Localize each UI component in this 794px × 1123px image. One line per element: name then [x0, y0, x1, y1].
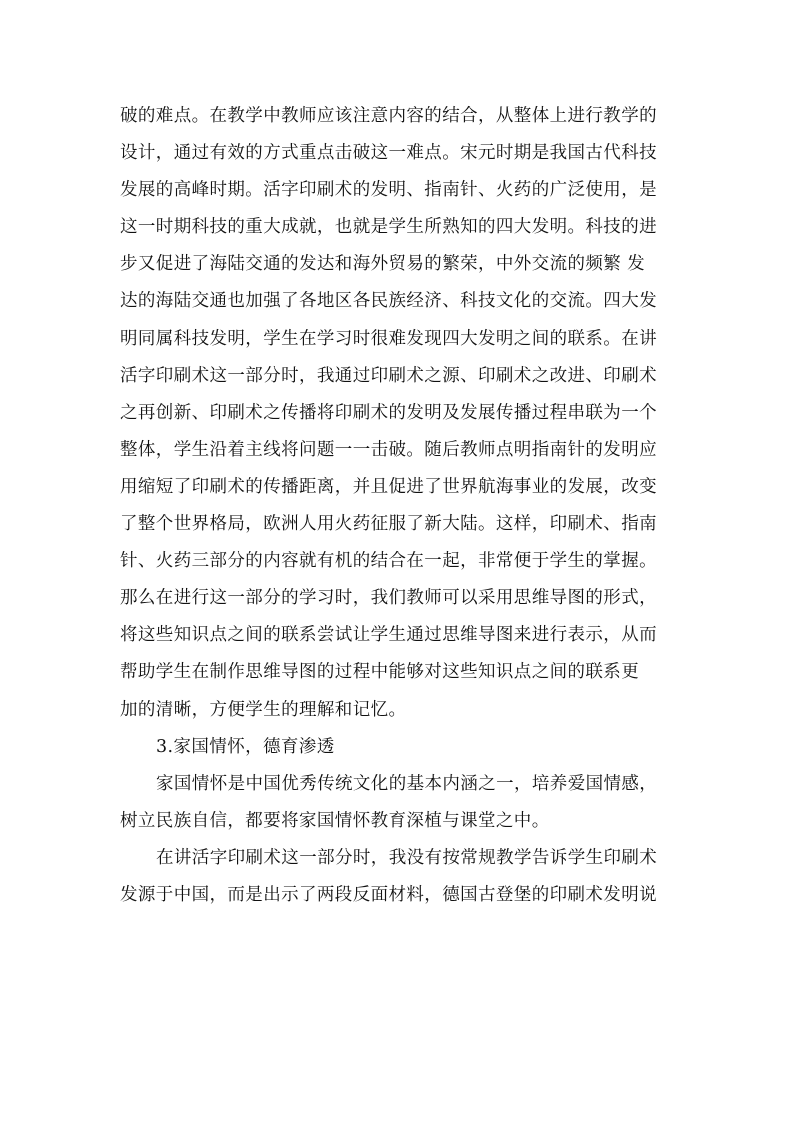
text-line: 发源于中国，而是出示了两段反面材料，德国古登堡的印刷术发明说	[120, 884, 657, 905]
text-line: 树立民族自信，都要将家国情怀教育深植与课堂之中。	[120, 810, 550, 831]
text-line: 活字印刷术这一部分时，我通过印刷术之源、印刷术之改进、印刷术	[120, 365, 657, 386]
text-line: 发展的高峰时期。活字印刷术的发明、指南针、火药的广泛使用，是	[120, 180, 657, 201]
text-line: 步又促进了海陆交通的发达和海外贸易的繁荣，中外交流的频繁 发	[120, 254, 646, 275]
text-line: 那么在进行这一部分的学习时，我们教师可以采用思维导图的形式，	[120, 588, 657, 609]
section-heading: 3.家国情怀，德育渗透	[156, 736, 335, 757]
text-line: 了整个世界格局，欧洲人用火药征服了新大陆。这样，印刷术、指南	[120, 514, 657, 535]
text-line: 在讲活字印刷术这一部分时，我没有按常规教学告诉学生印刷术	[156, 847, 658, 868]
text-line: 达的海陆交通也加强了各地区各民族经济、科技文化的交流。四大发	[120, 291, 657, 312]
text-line: 这一时期科技的重大成就，也就是学生所熟知的四大发明。科技的进	[120, 217, 657, 238]
text-line: 设计，通过有效的方式重点击破这一难点。宋元时期是我国古代科技	[120, 143, 657, 164]
document-page	[120, 98, 680, 914]
text-line: 之再创新、印刷术之传播将印刷术的发明及发展传播过程串联为一个	[120, 402, 657, 423]
text-line: 家国情怀是中国优秀传统文化的基本内涵之一，培养爱国情感，	[156, 773, 658, 794]
text-line: 针、火药三部分的内容就有机的结合在一起，非常便于学生的掌握。	[120, 551, 657, 572]
text-line: 将这些知识点之间的联系尝试让学生通过思维导图来进行表示，从而	[120, 625, 657, 646]
text-line: 破的难点。在教学中教师应该注意内容的结合，从整体上进行教学的	[120, 106, 657, 126]
text-line: 整体，学生沿着主线将问题一一击破。随后教师点明指南针的发明应	[120, 439, 657, 460]
text-line: 帮助学生在制作思维导图的过程中能够对这些知识点之间的联系更	[120, 662, 640, 683]
text-line: 明同属科技发明，学生在学习时很难发现四大发明之间的联系。在讲	[120, 328, 657, 349]
text-line: 加的清晰，方便学生的理解和记忆。	[120, 699, 407, 720]
text-line: 用缩短了印刷术的传播距离，并且促进了世界航海事业的发展，改变	[120, 476, 657, 497]
